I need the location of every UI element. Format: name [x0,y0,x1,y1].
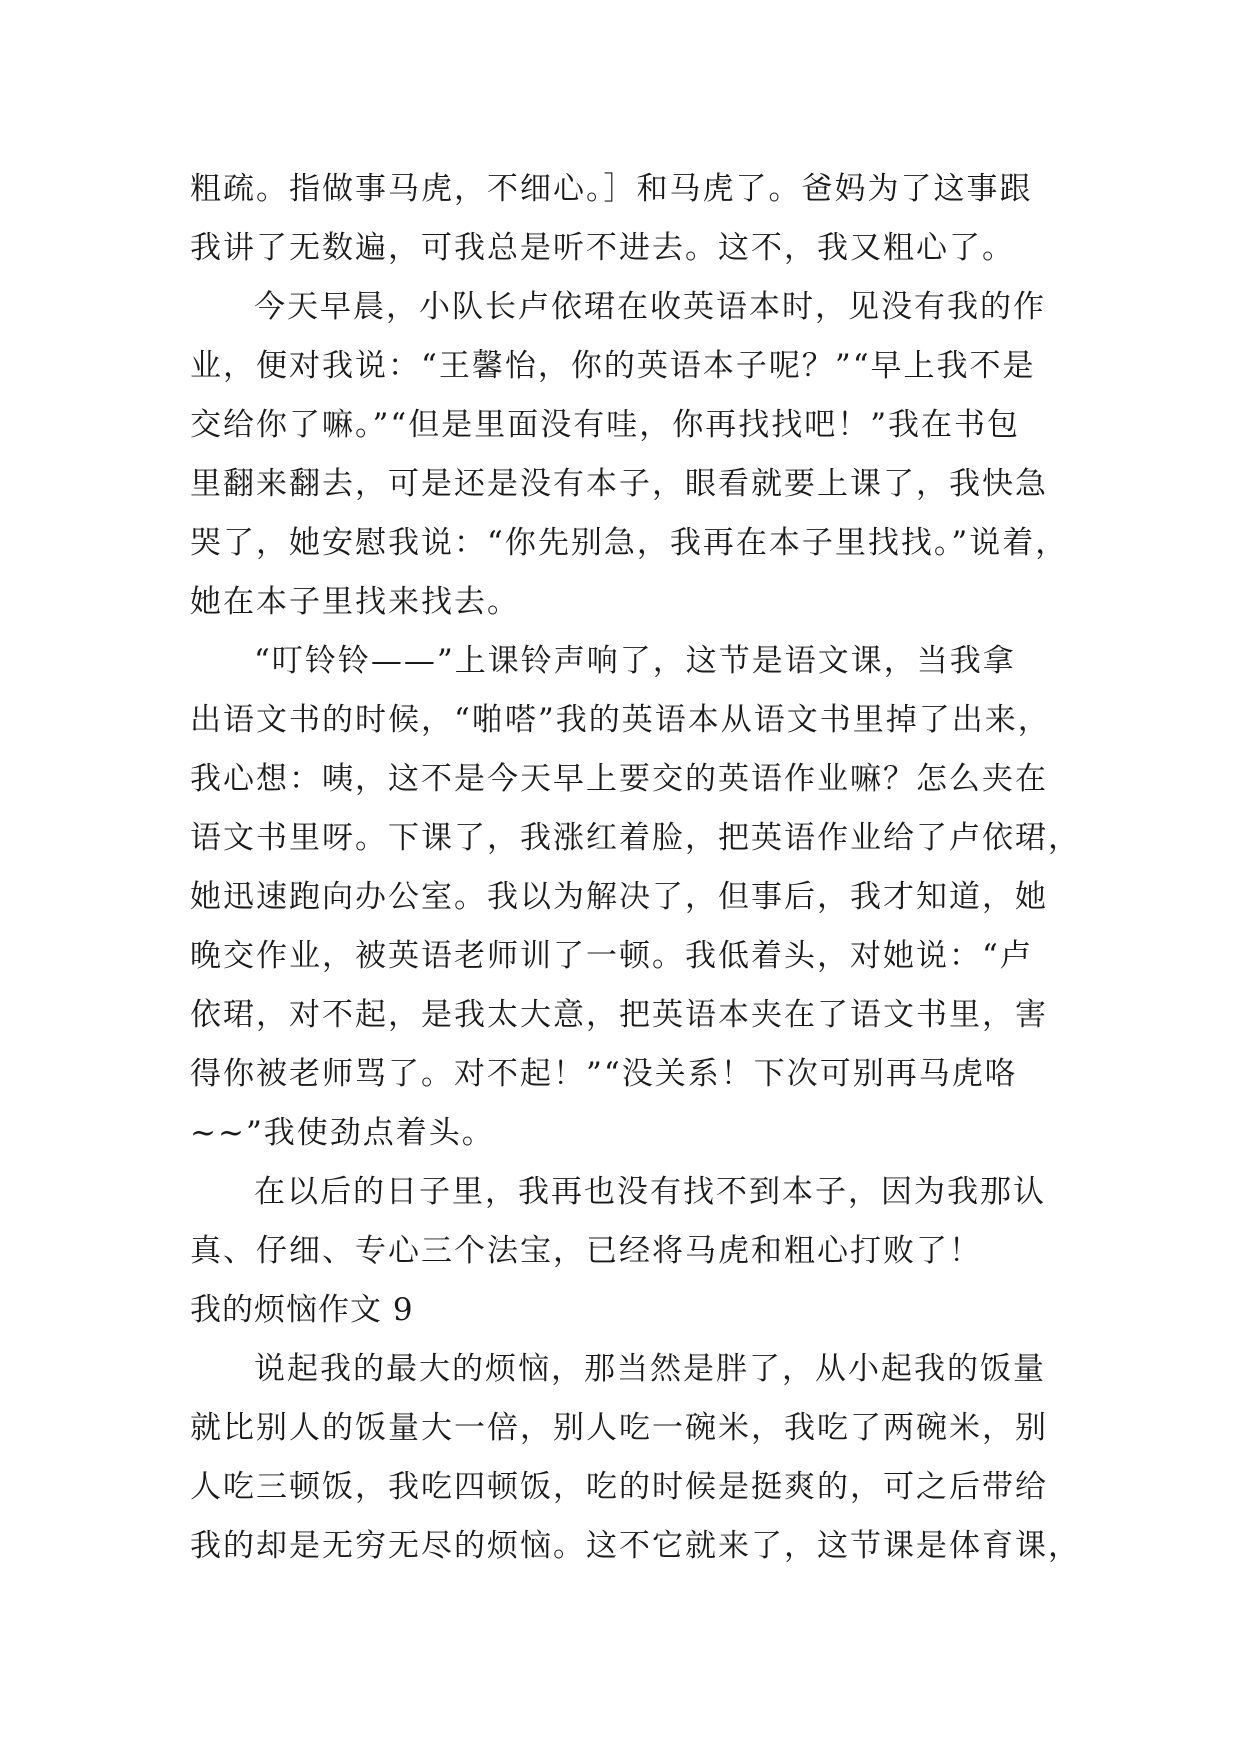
text-line: 在以后的日子里，我再也没有找不到本子，因为我那认 [254,1174,1046,1210]
text-line: 交给你了嘛。”“但是里面没有哇，你再找找吧！”我在书包 [190,407,1021,443]
text-line: 说起我的最大的烦恼，那当然是胖了，从小起我的饭量 [254,1351,1046,1387]
text-line: 我讲了无数遍，可我总是听不进去。这不，我又粗心了。 [190,230,1015,266]
paragraph-1 [190,160,1070,278]
text-line: 她在本子里找来找去。 [190,584,520,620]
text-line: 依珺，对不起，是我太大意，把英语本夹在了语文书里，害 [190,997,1048,1033]
paragraph-5 [190,1340,1081,1576]
text-line: 今天早晨，小队长卢依珺在收英语本时，见没有我的作 [254,289,1046,325]
text-line: 业，便对我说：“王馨怡，你的英语本子呢？”“早上我不是 [190,348,1036,384]
text-line: 得你被老师骂了。对不起！”“没关系！下次可别再马虎咯 [190,1056,1018,1092]
text-line: 粗疏。指做事马虎，不细心。］和马虎了。爸妈为了这事跟 [190,171,1033,207]
text-line: 我心想：咦，这不是今天早上要交的英语作业嘛？怎么夹在 [190,761,1048,797]
essay-heading: 我的烦恼作文 9 [190,1292,414,1328]
essay-text [190,160,1081,1576]
text-line: 哭了，她安慰我说：“你先别急，我再在本子里找找。”说着， [190,525,1069,561]
text-line: 语文书里呀。下课了，我涨红着脸，把英语作业给了卢依珺， [190,820,1081,856]
text-line: 真、仔细、专心三个法宝，已经将马虎和粗心打败了！ [190,1233,982,1269]
text-line: 人吃三顿饭，我吃四顿饭，吃的时候是挺爽的，可之后带给 [190,1469,1048,1505]
text-line: 我的却是无穷无尽的烦恼。这不它就来了，这节课是体育课， [190,1528,1081,1564]
text-line: 出语文书的时候，“啪嗒”我的英语本从语文书里掉了出来， [190,702,1051,738]
paragraph-3 [190,632,1081,1163]
text-line: 里翻来翻去，可是还是没有本子，眼看就要上课了，我快急 [190,466,1048,502]
text-line: 就比别人的饭量大一倍，别人吃一碗米，我吃了两碗米，别 [190,1410,1048,1446]
paragraph-2 [190,278,1070,632]
text-line: 晚交作业，被英语老师训了一顿。我低着头，对她说：“卢 [190,938,1033,974]
paragraph-4 [190,1163,1070,1281]
text-line: 她迅速跑向办公室。我以为解决了，但事后，我才知道，她 [190,879,1048,915]
text-line: ~~”我使劲点着头。 [190,1115,495,1151]
text-line: “叮铃铃——”上课铃声响了，这节是语文课，当我拿 [254,643,1016,679]
